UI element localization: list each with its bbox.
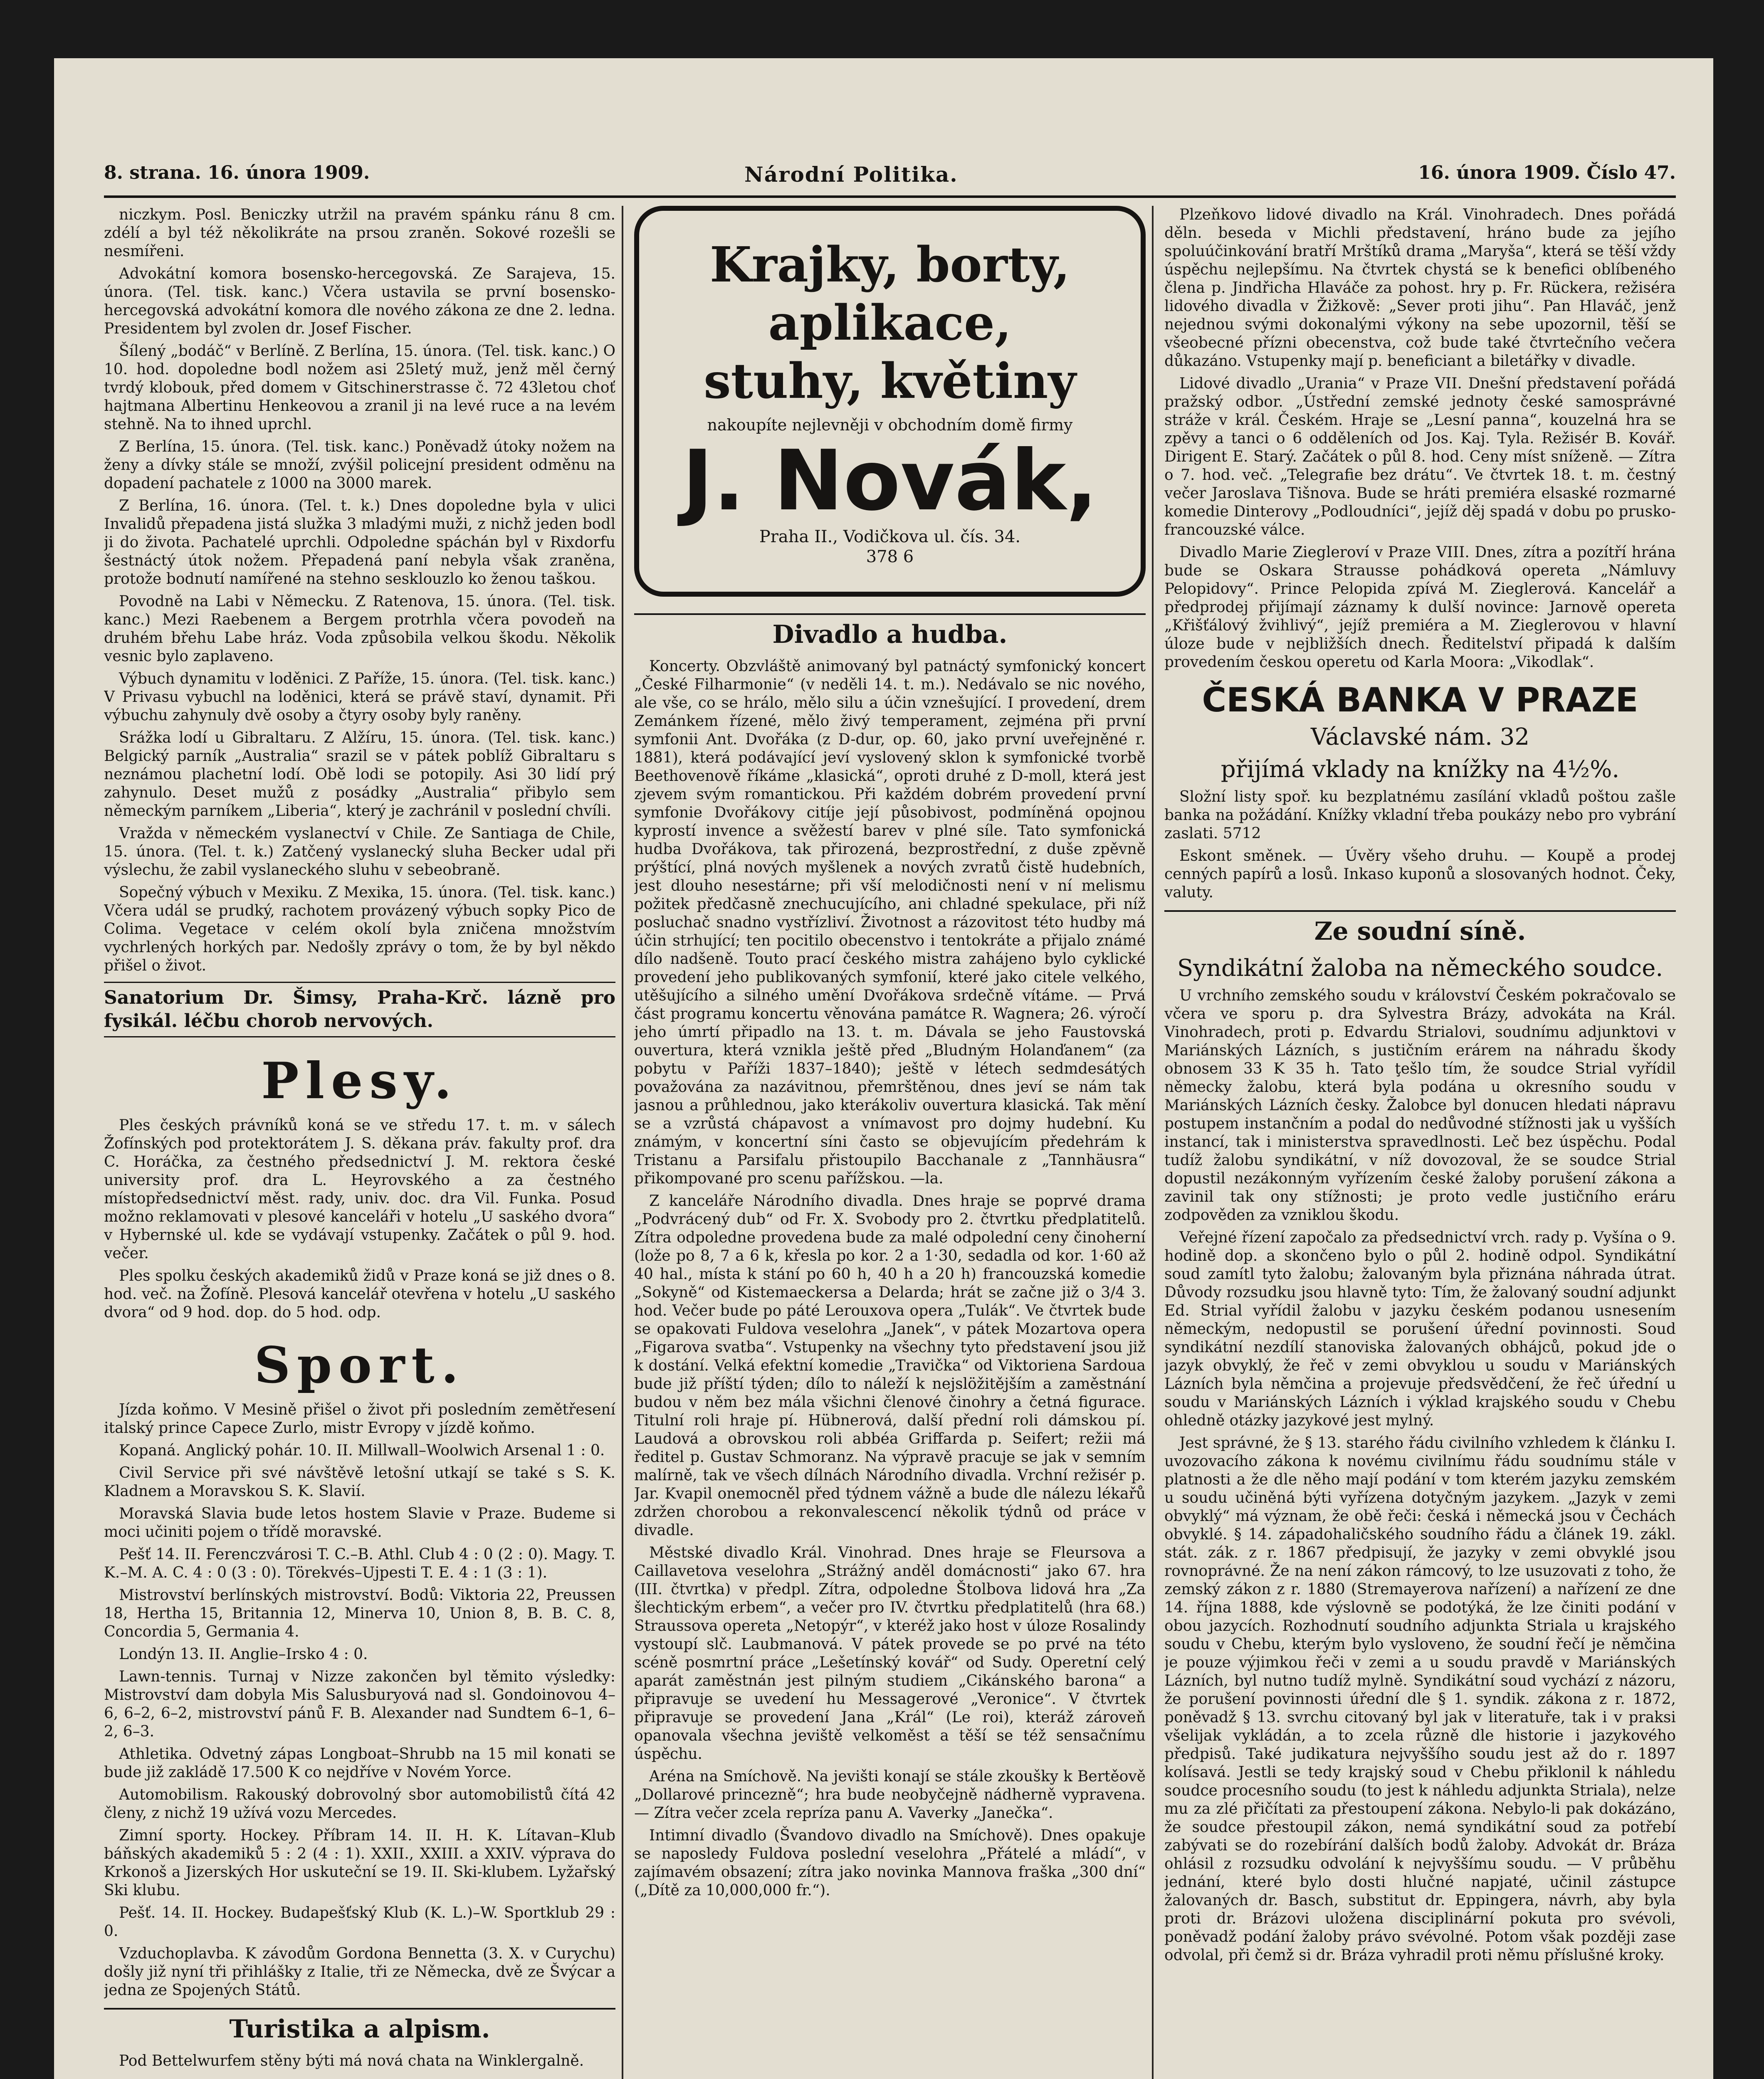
article-paragraph: Koncerty. Obzvláště animovaný byl patnáctý symfonický koncert „České Filharmonie“ (v neděli 14. t. m.). Nedávalo se nic nového, ale vše, co se hrálo, mělo silu a účin vznešující. I provedení, drem Zemánkem řízené, mělo živý temperament, zejména při první symfonii Ant. Dvořáka (z D-dur, op. 60, jako první uveřejněné r. 1881), která podávající jeví vyslovený sklon k symfonické tvorbě Beethovenově říkáme „klasická“, oproti druhé z D-moll, která jest zjevem svým romantickou. Při každém dobrém provedení první symfonie Dvořákovy citíje její působivost, podmíněná opojnou kyprostí invence a svěžestí barev v plné síle. Tato symfonická hudba Dvořákova, tak přirozená, bezprostřední, z duše zpěvně prýštící, plná nových myšlenek a nových zvratů čistě hudebních, jest dlouho nesestárne; při vší melodičnosti není v ní melismu požitek předčasně znechucujícího, ani chladné spekulace, při níž posluchač snadno vystřízliví. Životnost a rázovitost této hudby má účin strhující; ten pocitilo obecenstvo i tentokráte a přijalo známé dílo nadšeně. Touto prací českého mistra zahájeno bylo cyklické provedení jeho publikovaných symfonií, které jako citele velkého, utěšujícího a silného umění Dvořákova srdečně vítáme. — Prvá část programu koncertu věnována památce R. Wagnera; 26. výročí jeho úmrtí připadlo na 13. t. m. Dávala se jeho Faustovská ouvertura, která vznikla ještě před „Bludným Holanďanem“ (za pobytu v Paříži 1837–1840); ještě v létech sedmdesátých považována za nazávitnou, přemrštěnou, dnes jeví se nám tak jasnou a průhlednou, jako kterákoliv ouvertura klasická. Tak mění se a vzrůstá chápavost a vnímavost pro dojmy hudební. Ku známým, v koncertní síni často se objevujícím předehrám k Tristanu a Parsifalu přistoupilo Bacchanale z „Tannhäusra“ přikompované pro scenu pařížskou. —la. [634,658,1146,1187]
section-title-court: Ze soudní síně. [1164,910,1676,946]
column-divider [1152,206,1154,2079]
article-paragraph: Ples českých právníků koná se ve středu 17. t. m. v sálech Žofínských pod protektorátem J. S. děkana práv. fakulty prof. dra C. Horáčka, za čestného předsednictví J. M. rektora české university prof. dra L. Heyrovského a za čestného místopředsednictví měst. rady, univ. doc. dra Vil. Funka. Posud možno reklamovati v plesové kanceláři v hotelu „U saského dvora“ v Hybernské ul. kde se vydávají vstupenky. Začátek o půl 9. hod. večer. [104,1117,615,1262]
column-1 [104,206,615,2079]
column-divider [622,206,623,2079]
novak-advertisement [634,206,1146,597]
article-paragraph: Povodně na Labi v Německu. Z Ratenova, 15. února. (Tel. tisk. kanc.) Mezi Raebenem a Bergem protrhla včera povodeň na druhém břehu Labe hráz. Voda způsobila velkou škodu. Několik vesnic bylo zaplaveno. [104,593,615,665]
sport-item: Jízda koňmo. V Mesině přišel o život při posledním zemětřesení italský prince Capece Zurlo, mistr Evropy v jízdě koňmo. [104,1401,615,1437]
bank-ad-address: Václavské nám. 32 [1310,723,1529,751]
ad-code: 378 6 [866,547,914,566]
sport-item: Pešť. 14. II. Hockey. Budapešťský Klub (K. L.)–W. Sportklub 29 : 0. [104,1904,615,1940]
court-subtitle: Syndikátní žaloba na německého soudce. [1177,955,1663,982]
article-paragraph: Z Berlína, 16. února. (Tel. t. k.) Dnes dopoledne byla v ulici Invalidů přepadena jistá služka 3 mladými muži, z nichž jeden bodl ji do života. Pachatelé uprchli. Odpoledne spáchán byl v Rixdorfu šestnáctý útok nožem. Přepadená paní nebyla však zraněna, protože bodnutí namířené na stehno sesklouzlo ko ženou taškou. [104,497,615,588]
sport-item: Lawn-tennis. Turnaj v Nizze zakončen byl těmito výsledky: Mistrovství dam dobyla Mis Salusburyová nad sl. Gondoinovou 4–6, 6–2, 6–2, mistrovství pánů F. B. Alexander nad Sundtem 6–1, 6–2, 6–3. [104,1668,615,1740]
sport-item: Kopaná. Anglický pohár. 10. II. Millwall–Woolwich Arsenal 1 : 0. [119,1442,605,1459]
column-3 [1164,206,1676,2079]
bank-ad-title: ČESKÁ BANKA V PRAZE [1202,681,1638,719]
ad-line-1: Krajky, borty, [709,237,1070,293]
sport-item: Moravská Slavia bude letos hostem Slavie v Praze. Budeme si moci učiniti pojem o třídě moravské. [104,1505,615,1541]
article-paragraph: Intimní divadlo (Švandovo divadlo na Smíchově). Dnes opakuje se naposledy Fuldova poslední veselohra „Přátelé a mládí“, v zajímavém obsazení; zítra jako novinka Mannova fraška „300 dní“ („Dítě za 10,000,000 fr.“). [634,1827,1146,1899]
header-right: 16. února 1909. Číslo 47. [1418,162,1676,183]
newspaper-page [54,58,1713,2079]
article-paragraph: Lidové divadlo „Urania“ v Praze VII. Dnešní představení pořádá pražský odbor. „Ústřední zemské jednoty české samosprávné stráže v král. Českém. Hraje se „Lesní panna“, kouzelná hra se zpěvy a tanci o 6 odděleních od Jos. Kaj. Tyla. Režisér B. Kovář. Dirigent E. Starý. Začátek o půl 8. hod. Ceny míst sníženě. — Zítra o 7. hod. več. „Telegrafie bez drátu“. Ve čtvrtek 18. t. m. čestný večer Jaroslava Tišnova. Bude se hráti premiéra elsaské rozmarné komedie Dinterovy „Podloudníci“, jejíž děj spadá v dobu po prusko-francouzské válce. [1164,375,1676,538]
header-left: 8. strana. 16. února 1909. [104,162,370,183]
sport-item: Mistrovství berlínských mistrovství. Bodů: Viktoria 22, Preussen 18, Hertha 15, Britannia 12, Minerva 10, Union 8, B. B. C. 8, Concordia 5, Germania 4. [104,1587,615,1640]
masthead-title: Národní Politika. [744,162,958,187]
sport-item: Civil Service při své návštěvě letošní utkají se také s S. K. Kladnem a Moravskou S. K. Slavií. [104,1464,615,1500]
section-title-plesy: Plesy. [261,1052,458,1110]
article-paragraph: Vražda v německém vyslanectví v Chile. Ze Santiaga de Chile, 15. února. (Tel. t. k.) Zatčený vyslanecký sluha Becker udal při výslechu, že zabil vyslaneckého sluhu v sebeobraně. [104,825,615,879]
bank-ad-text: Složní listy spoř. ku bezplatnému zasílání vkladů poštou zašle banka na požádání. Knížky vkladní třeba poukázy nebo pro vybrání zaslati. 5712 [1164,788,1676,842]
ad-line-3: stuhy, květiny [704,353,1076,410]
section-title-sport: Sport. [254,1336,465,1395]
sport-item: Londýn 13. II. Anglie–Irsko 4 : 0. [119,1646,368,1663]
article-paragraph: Sopečný výbuch v Mexiku. Z Mexika, 15. února. (Tel. tisk. kanc.) Včera udál se prudký, rachotem provázený výbuch sopky Pico de Colima. Vegetace v celém okolí byla zničena množstvím vychrlených horkých par. Nedošly zprávy o tom, že by byl někdo přišel o život. [104,884,615,974]
article-paragraph: Aréna na Smíchově. Na jevišti konají se stále zkoušky k Bertěově „Dollarové princezně“; hra bude neobyčejně nádherně vypravena. — Zítra večer zcela repríza panu A. Vaverky „Janečka“. [634,1768,1146,1822]
page-header [104,162,1676,195]
column-2 [634,206,1146,2079]
ad-address: Praha II., Vodičkova ul. čís. 34. [759,527,1021,546]
article-paragraph: Výbuch dynamitu v loděnici. Z Paříže, 15. února. (Tel. tisk. kanc.) V Privasu vybuchl na loděnici, která se právě staví, dynamit. Při výbuchu zahynuly dvě osoby a čtyry osoby byly raněny. [104,670,615,724]
article-paragraph: Pod Bettelwurfem stěny býti má nová chata na Winklergalně. [119,2052,584,2069]
article-paragraph: Divadlo Marie Ziegleroví v Praze VIII. Dnes, zítra a pozítří hrána bude se Oskara Strausse pohádková opereta „Námluvy Pelopidovy“. Prince Pelopida zpívá M. Zieglerová. Kancelář a předprodej přijímají záznamy k dulší novince: Jarnově opereta „Křišťálový žvihlivý“, jejíž premiéra a M. Zieglerovou v hlavní úloze bude v nejbližších dnech. Ředitelství připadá k dalším provedením českou operetu od Karla Moora: „Vikodlak“. [1164,544,1676,671]
article-paragraph: niczkym. Posl. Beniczky utržil na pravém spánku ránu 8 cm. zdélí a byl též několikráte na prsou zraněn. Sokové rozešli se nesmířeni. [104,206,615,260]
bank-ad-slogan: přijímá vklady na knížky na 4½%. [1220,756,1620,783]
article-paragraph: Šílený „bodáč“ v Berlíně. Z Berlína, 15. února. (Tel. tisk. kanc.) O 10. hod. dopoledne bodl nožem asi 25letý muž, jenž měl černý tvrdý klobouk, před domem v Gitschinerstrasse č. 72 43letou choť hajtmana Albertinu Henkeovou a zranil ji na levé ruce a na levém stehně. Na to ihned uprchl. [104,343,615,433]
sport-item: Pešť 14. II. Ferenczvárosi T. C.–B. Athl. Club 4 : 0 (2 : 0). Magy. T. K.–M. A. C. 4 : 0 (3 : 0). Törekvés–Ujpesti T. E. 4 : 1 (3 : 1). [104,1546,615,1581]
section-title-divadlo: Divadlo a hudba. [634,613,1146,649]
article-paragraph: Veřejné řízení započalo za předsednictví vrch. rady p. Vyšína o 9. hodině dop. a skončeno bylo o půl 2. hodině odpol. Syndikátní soud zamítl tyto žalobu; žalovaným byla přiznána náhrada útrat. Důvody rozsudku jsou hlavně tyto: Tím, že žalovaný soudní adjunkt Ed. Strial vyřídil žalobu v jazyku českém podanou usnesením německým, nedopustil se porušení úřední povinnosti. Soud syndikátní nezdílí stanoviska žalovaných obhájců, pokud jde o jazyk obvyklý, že řeč v zemi obvyklou u soudu v Mariánských Lázních byla němčina a projevuje předsvědčení, že řeč úřední u soudu v Mariánských Lázních i výklad krajského soudu v Chebu ohledně otázky jazykové jest mylný. [1164,1229,1676,1429]
article-paragraph: U vrchního zemského soudu v království Českém pokračovalo se včera ve sporu p. dra Sylvestra Brázy, advokáta na Král. Vinohradech, proti p. Edvardu Strialovi, soudnímu adjunktovi v Mariánských Lázních, s justičním erárem na náhradu škody obnosem 33 K 35 h. Tato ţešlo tím, že soudce Strial vyřídil německy žalobu, která byla podána u okresního soudu v Mariánských Lázních česky. Žalobce byl donucen hledati nápravu postupem instančním a podal do nedůvodné stížnosti jak u vyšších instancí, tak i ministerstva spravedlnosti. Leč bez úspěchu. Podal tudíž žalobu syndikátní, v níž dovozoval, že se soudce Strial dopustil nezákonným vyřízením české žaloby porušení zákona a zavinil tak ony stížnosti; je proto vedle justičního eráru zodpověden za vzniklou škodu. [1164,987,1676,1224]
article-paragraph: Plzeňkovo lidové divadlo na Král. Vinohradech. Dnes pořádá děln. beseda v Michli představení, hráno bude za jejího spoluúčinkování bratří Mrštíků drama „Maryša“, která se těší vždy úspěchu nejlepšímu. Na čtvrtek chystá se k benefici oblíbeného člena p. Jindřicha Hlaváče za pohost. hry p. Fr. Rückera, režiséra lidového divadla v Žižkově: „Sever proti jihu“. Pan Hlaváč, jenž nejednou svými dokonalými výkony na sebe upozornil, těší se všeobecné přízni obecenstva, což bude také čtvrtečního večera důkazáno. Vstupenky mají p. beneficiant a biletářky v divadle. [1164,206,1676,370]
article-paragraph: Srážka lodí u Gibraltaru. Z Alžíru, 15. února. (Tel. tisk. kanc.) Belgický parník „Australia“ srazil se v pátek poblíž Gibraltaru s neznámou plachetní lodí. Obě lodi se potopily. Asi 30 lidí prý zahynulo. Deset mužů z posádky „Australia“ přibylo sem německým parníkem „Liberia“, který je zachránil v poslední chvíli. [104,729,615,820]
article-paragraph: Z kanceláře Národního divadla. Dnes hraje se poprvé drama „Podvrácený dub“ od Fr. X. Svobody pro 2. čtvrtku předplatitelů. Zítra odpoledne provedena bude za malé odpolední ceny činoherní (lože po 8, 7 a 6 k, křesla po kor. 2 a 1·30, sedadla od kor. 1·60 až 40 hal., místa k stání po 60 h, 40 h a 20 h) francouzská komedie „Sokyně“ od Kistemaeckersa a Delarda; hrát se začne již o 3/4 3. hod. Večer bude po páté Lerouxova opera „Tulák“. Ve čtvrtek bude se opakovati Fuldova veselohra „Janek“, v pátek Mozartova opera „Figarova svatba“. Vstupenky na všechny tyto představení jsou již k dostání. Velká efektní komedie „Travička“ od Viktoriena Sardoua bude již příští týden; dílo to náleží k nejslöžitějším a zaměstnání budou v něm bez mála všichni členové činohry a četná figurace. Titulní roli hraje pí. Hübnerová, další přední roli dámskou pí. Laudová a obrovskou roli abbéa Griffarda p. Seifert; režii má ředitel p. Gustav Schmoranz. Na výpravě pracuje se jak v semním malírně, tak ve všech dílnách Národního divadla. Vrchní režisér p. Jar. Kvapil onemocněl před týdnem vážně a bude dle nálezu lékařů zdržen chorobou a rekonvalescencí několik týdnů od práce v divadle. [634,1193,1146,1539]
sport-item: Vzduchoplavba. K závodům Gordona Bennetta (3. X. v Curychu) došly již nyní tři přihlášky z Italie, tři ze Německa, dvě ze Švýcar a jedna ze Spojených Států. [104,1945,615,1999]
sport-item: Automobilism. Rakouský dobrovolný sbor automobilistů čítá 42 členy, z nichž 19 užívá vozu Mercedes. [104,1786,615,1822]
sport-item: Athletika. Odvetný zápas Longboat–Shrubb na 15 mil konati se bude již zakládě 17.500 K co nejdříve v Novém Yorce. [104,1746,615,1781]
sanatorium-ad: Sanatorium Dr. Šimsy, Praha-Krč. lázně pro fysikál. léčbu chorob nervových. [104,982,615,1037]
article-paragraph: Městské divadlo Král. Vinohrad. Dnes hraje se Fleursova a Caillavetova veselohra „Strážný anděl domácnosti“ jako 67. hra (III. čtvrtka) v předpl. Zítra, odpoledne Štolbova lidová hra „Za šlechtickým erbem“, a večer pro IV. čtvrtku předplatitelů (hra 68.) Straussova opereta „Netopýr“, v kteréž jako host v úloze Rosalindy vystoupí slč. Laubmanová. V pátek provede se po prvé na této scéně posmrtní práce „Lešetínský kovář“ od Sudy. Operetní celý aparát zaměstnán jest pilným studiem „Cikánského barona“ a připravuje se uvedení hu Messagerové „Veronice“. V čtvrtek připravuje se provedení Jana „Král“ (Le roi), kteráž zároveň opanovala všechna jeviště velkoměst a těší se též sensačnímu úspěchu. [634,1544,1146,1763]
ad-line-2: aplikace, [768,295,1012,351]
ad-brand: J. Novák, [682,432,1098,529]
bank-ad-text: Eskont směnek. — Úvěry všeho druhu. — Koupě a prodej cenných papírů a losů. Inkaso kuponů a slosovaných hodnot. Čeky, valuty. [1164,847,1676,901]
ad-small-text: nakoupíte nejlevněji v obchodním domě firmy [707,416,1073,434]
section-title-turistika: Turistika a alpism. [104,2008,615,2044]
header-rule [104,195,1676,198]
article-paragraph: Jest správné, že § 13. starého řádu civilního vzhledem k článku I. uvozovacího zákona k novému civilnímu řádu soudnímu stále v platnosti a že dle něho mají podání v tom kterém jazyku zemském u soudu učiněná býti vyřízena dotyčným jazykem. „Jazyk v zemi obvyklý“ má význam, že obě řeči: česká i německá jsou v Čechách obvyklé. § 14. západohaličského soudního řádu a článek 19. zákl. stát. zák. z r. 1867 předpisují, že jazyky v zemi obvyklé jsou rovnoprávné. Že na není zákon rámcový, to lze usuzovati z toho, že zemský zákon z r. 1880 (Stremayerova nařízení) a nařízení ze dne 14. října 1888, kde výslovně se podotýká, že lze činiti podání v obou jazycích. Rozhodnutí soudního adjunkta Striala u krajského soudu v Chebu, kterým bylo vysloveno, že soudní řečí je němčina je pouze výjimkou řeči v zemi a u soudu pravdě v Mariánských Lázních, byl nutno tudíž mylně. Syndikátní soud vychází z názoru, že porušení povinnosti úřední dle § 1. syndik. zákona z r. 1872, poněvadž § 13. svrchu citovaný byl jak v literatuře, tak i v praksi všelijak vykládán, a to zcela různě dle historie i jazykového předpisů. Také judikatura nejvyššího soudu jest až do r. 1897 kolísavá. Jestli se tedy krajský soud v Chebu přiklonil k náhledu soudce procesního soudu (to jest k náhledu adjunkta Striala), nelze mu za zlé přičítati za přestoupení zákona. Nebylo-li pak dokázáno, že soudce přestoupil zákon, nemá syndikátní soud za potřebí zabývati se do rozebírání dalších bodů žaloby. Advokát dr. Bráza ohlásil z rozsudku odvolání k nejvyššímu soudu. — V průběhu jednání, které bylo dosti hlučné napjaté, učinil zástupce žalovaných dr. Basch, substitut dr. Eppingera, návrh, aby byla proti dr. Brázovi uložena disciplinární pokuta pro svévoli, poněvadž podání žaloby právo svévolné. Potom však později zase odvolal, při čemž si dr. Bráza vyhradil proti němu příslušné kroky. [1164,1435,1676,1964]
article-paragraph: Z Berlína, 15. února. (Tel. tisk. kanc.) Poněvadž útoky nožem na ženy a dívky stále se množí, zvýšil policejní president odměnu na dopadení pachatele z 1000 na 3000 marek. [104,438,615,492]
sport-item: Zimní sporty. Hockey. Příbram 14. II. H. K. Lítavan–Klub báňských akademiků 5 : 2 (4 : 1). XXII., XXIII. a XXIV. výprava do Krkonoš a Jizerských Hor uskuteční se 19. II. Ski-klubem. Lyžařský Ski klubu. [104,1827,615,1899]
article-paragraph: Advokátní komora bosensko-hercegovská. Ze Sarajeva, 15. února. (Tel. tisk. kanc.) Včera ustavila se první bosensko-hercegovská advokátní komora dle nového zákona ze dne 2. ledna. Presidentem byl zvolen dr. Josef Fischer. [104,265,615,337]
article-paragraph: Ples spolku českých akademiků židů v Praze koná se již dnes o 8. hod. več. na Žofíně. Plesová kancelář otevřena v hotelu „U saského dvora“ od 9 hod. dop. do 5 hod. odp. [104,1267,615,1321]
